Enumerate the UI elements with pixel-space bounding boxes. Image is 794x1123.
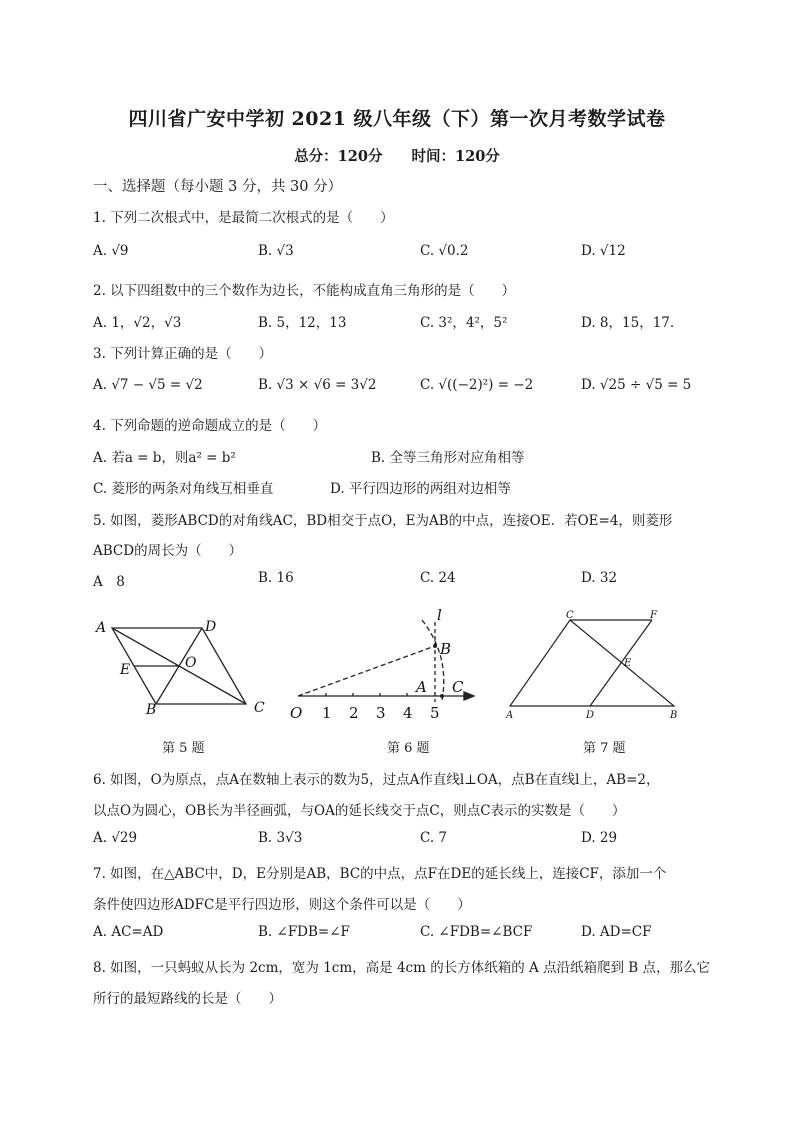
page-title: 四川省广安中学初 2021 级八年级（下）第一次月考数学试卷	[128, 108, 666, 130]
q7-option-b: B. ∠FDB=∠F	[258, 924, 350, 940]
question-6-stem-line2: 以点O为圆心，OB长为半径画弧，与OA的延长线交于点C，则点C表示的实数是（ ）	[93, 803, 626, 819]
fig5-label-b: B	[146, 702, 157, 717]
fig7-label-d: D	[586, 710, 595, 721]
figure-5-rhombus	[88, 612, 273, 717]
q7-option-a: A. AC=AD	[93, 924, 164, 940]
fig6-tick-2: 2	[349, 704, 359, 722]
fig7-label-b: B	[670, 710, 678, 721]
q2-option-a: A. 1，√2，√3	[93, 315, 182, 331]
exam-meta	[0, 145, 794, 166]
q5-option-d: D. 32	[581, 570, 618, 586]
q3-option-a: A. √7 − √5 = √2	[93, 377, 203, 393]
question-5-stem-line2: ABCD的周长为（ ）	[93, 543, 243, 559]
question-1-stem: 1. 下列二次根式中，是最简二次根式的是（ ）	[93, 210, 394, 226]
figure-7-caption: 第 7 题	[583, 741, 626, 756]
q2-option-d: D. 8，15，17.	[581, 315, 675, 331]
fig5-label-c: C	[254, 700, 265, 716]
q5-option-a: A 8	[93, 574, 125, 590]
section-heading: 一、选择题（每小题 3 分，共 30 分）	[93, 179, 343, 195]
q6-option-a: A. √29	[93, 830, 138, 846]
fig5-label-d: D	[205, 619, 217, 635]
triangle-abc	[510, 620, 674, 706]
q1-option-c: C. √0.2	[420, 243, 469, 259]
q4-option-c: C. 菱形的两条对角线互相垂直	[93, 481, 274, 497]
fig7-label-a: A	[506, 710, 514, 721]
fig6-tick-4: 4	[403, 704, 413, 722]
question-6-stem-line1: 6. 如图，O为原点，点A在数轴上表示的数为5，过点A作直线l⊥OA，点B在直线l上，AB=2，	[93, 772, 660, 788]
axis-arrow	[464, 692, 474, 700]
fig6-label-c: C	[452, 678, 464, 696]
q1-option-a: A. √9	[93, 243, 129, 259]
figure-5-caption: 第 5 题	[162, 741, 205, 756]
q2-option-c: C. 3²，4²，5²	[420, 315, 508, 331]
question-7-stem-line1: 7. 如图，在△ABC中，D，E分别是AB，BC的中点，点F在DE的延长线上，连接CF，添加一个	[93, 866, 667, 882]
q6-option-b: B. 3√3	[258, 830, 303, 846]
fig6-tick-1: 1	[322, 704, 332, 722]
q6-option-d: D. 29	[581, 830, 618, 846]
segment-ob	[298, 646, 435, 696]
q7-option-d: D. AD=CF	[581, 924, 652, 940]
q6-option-c: C. 7	[420, 830, 448, 846]
figure-6-number-line	[282, 606, 482, 726]
question-2-stem: 2. 以下四组数中的三个数作为边长，不能构成直角三角形的是（ ）	[93, 283, 516, 299]
q7-option-c: C. ∠FDB=∠BCF	[420, 924, 533, 940]
q1-option-b: B. √3	[258, 243, 294, 259]
figure-6-caption: 第 6 题	[387, 741, 430, 756]
question-8-stem-line2: 所行的最短路线的长是（ ）	[93, 991, 282, 1007]
total-score: 总分：120分	[294, 148, 383, 165]
fig6-tick-3: 3	[376, 704, 386, 722]
exam-time: 时间：120分	[411, 148, 500, 165]
q4-option-d: D. 平行四边形的两组对边相等	[330, 481, 511, 497]
fig7-label-f: F	[650, 610, 657, 621]
q2-option-b: B. 5，12，13	[258, 315, 347, 331]
q4-option-a: A. 若a = b，则a² = b²	[93, 450, 236, 466]
q5-option-b: B. 16	[258, 570, 294, 586]
q3-option-c: C. √((−2)²) = −2	[420, 377, 534, 393]
q4-option-b: B. 全等三角形对应角相等	[371, 450, 525, 466]
fig6-label-b: B	[440, 640, 452, 658]
question-3-stem: 3. 下列计算正确的是（ ）	[93, 346, 273, 362]
fig5-label-e: E	[120, 662, 131, 678]
question-8-stem-line1: 8. 如图，一只蚂蚁从长为 2cm，宽为 1cm，高是 4cm 的长方体纸箱的 A 点沿纸箱爬到 B 点，那么它	[93, 960, 711, 976]
fig5-label-o: O	[185, 655, 197, 671]
q3-option-d: D. √25 ÷ √5 = 5	[581, 377, 692, 393]
fig5-label-a: A	[96, 620, 107, 636]
fig6-label-l: l	[437, 606, 442, 624]
q1-option-d: D. √12	[581, 243, 626, 259]
segment-df	[590, 620, 652, 706]
fig7-label-e: E	[624, 658, 632, 669]
q3-option-b: B. √3 × √6 = 3√2	[258, 377, 377, 393]
figure-7-triangle	[500, 610, 695, 722]
fig6-label-a: A	[416, 678, 427, 696]
question-7-stem-line2: 条件使四边形ADFC是平行四边形，则这个条件可以是（ ）	[93, 897, 471, 913]
fig7-label-c: C	[566, 610, 574, 621]
question-4-stem: 4. 下列命题的逆命题成立的是（ ）	[93, 418, 327, 434]
question-5-stem-line1: 5. 如图，菱形ABCD的对角线AC，BD相交于点O，E为AB的中点，连接OE．若OE=4，则菱形	[93, 513, 673, 529]
fig6-label-o: O	[290, 704, 303, 722]
fig6-tick-5: 5	[430, 704, 440, 722]
q5-option-c: C. 24	[420, 570, 456, 586]
